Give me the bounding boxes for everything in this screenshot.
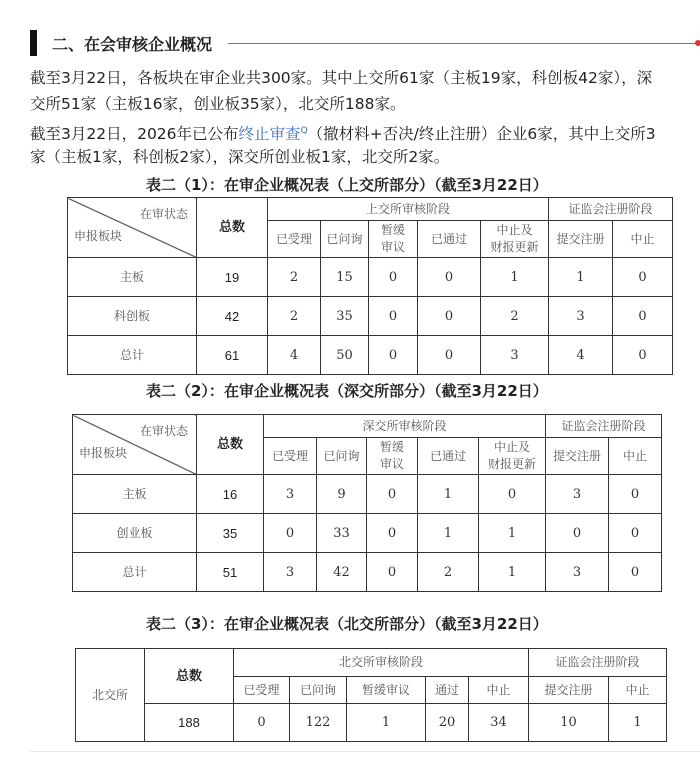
csrc-registration-stage-header: 证监会注册阶段 xyxy=(549,198,673,221)
total-cell: 16 xyxy=(197,475,264,514)
stage-header: 提交注册 xyxy=(549,221,613,258)
paragraph-1-line-2: 交所51家（主板16家，创业板35家），北交所188家。 xyxy=(30,95,406,113)
search-icon[interactable]: Q xyxy=(300,126,308,136)
value-cell: 1 xyxy=(549,258,613,297)
value-cell: 0 xyxy=(234,704,290,742)
value-cell: 0 xyxy=(546,514,609,553)
stage-header: 提交注册 xyxy=(529,677,609,704)
value-cell: 0 xyxy=(367,514,418,553)
table-row xyxy=(73,475,662,514)
table-row xyxy=(76,704,667,742)
value-cell: 1 xyxy=(479,553,546,592)
stage-header: 已问询 xyxy=(317,438,367,475)
stage-header: 已问询 xyxy=(321,221,369,258)
value-cell: 42 xyxy=(317,553,367,592)
value-cell: 0 xyxy=(609,514,662,553)
value-cell: 0 xyxy=(479,475,546,514)
stage-header: 中止 xyxy=(613,221,673,258)
stage-header: 暂缓 审议 xyxy=(367,438,418,475)
stage-header: 中止及 财报更新 xyxy=(479,438,546,475)
stage-header: 中止 xyxy=(469,677,529,704)
total-cell: 42 xyxy=(197,297,268,336)
value-cell: 1 xyxy=(418,475,479,514)
value-cell: 3 xyxy=(481,336,549,375)
csrc-registration-stage-header: 证监会注册阶段 xyxy=(529,649,667,677)
exchange-review-stage-header: 上交所审核阶段 xyxy=(268,198,549,221)
value-cell: 0 xyxy=(369,258,418,297)
value-cell: 3 xyxy=(264,475,317,514)
table-2-caption: 表二（2）：在审企业概况表（深交所部分）（截至3月22日） xyxy=(146,382,548,400)
total-cell: 19 xyxy=(197,258,268,297)
table-row xyxy=(73,514,662,553)
value-cell: 2 xyxy=(268,297,321,336)
table-3-caption: 表二（3）：在审企业概况表（北交所部分）（截至3月22日） xyxy=(146,615,548,633)
status-axis-label: 在审状态 xyxy=(139,424,188,438)
exchange-review-stage-header: 深交所审核阶段 xyxy=(264,415,546,438)
stage-header: 已受理 xyxy=(268,221,321,258)
value-cell: 50 xyxy=(321,336,369,375)
stage-header: 暂缓 审议 xyxy=(369,221,418,258)
value-cell: 0 xyxy=(367,553,418,592)
value-cell: 3 xyxy=(264,553,317,592)
total-cell: 51 xyxy=(197,553,264,592)
value-cell: 1 xyxy=(418,514,479,553)
section-divider xyxy=(228,43,700,44)
value-cell: 0 xyxy=(613,336,673,375)
bse-table xyxy=(75,648,667,742)
board-label: 主板 xyxy=(73,475,197,514)
value-cell: 0 xyxy=(609,475,662,514)
value-cell: 9 xyxy=(317,475,367,514)
termination-review-link[interactable]: 终止审查 xyxy=(238,125,301,144)
stage-header: 已问询 xyxy=(290,677,347,704)
bottom-divider xyxy=(30,751,700,752)
corner-header xyxy=(73,415,197,475)
value-cell: 3 xyxy=(546,475,609,514)
board-label: 创业板 xyxy=(73,514,197,553)
board-label: 科创板 xyxy=(68,297,197,336)
value-cell: 4 xyxy=(268,336,321,375)
value-cell: 10 xyxy=(529,704,609,742)
value-cell: 34 xyxy=(469,704,529,742)
table-row xyxy=(68,258,673,297)
value-cell: 0 xyxy=(367,475,418,514)
exchange-label: 北交所 xyxy=(76,649,145,742)
stage-header: 中止 xyxy=(609,677,667,704)
corner-header xyxy=(68,198,197,258)
section-marker xyxy=(30,30,37,56)
board-label: 总计 xyxy=(68,336,197,375)
value-cell: 33 xyxy=(317,514,367,553)
header-row-groups xyxy=(68,198,673,221)
stage-header: 已通过 xyxy=(418,438,479,475)
value-cell: 35 xyxy=(321,297,369,336)
total-header: 总数 xyxy=(145,649,234,704)
total-cell: 188 xyxy=(145,704,234,742)
table-row xyxy=(73,553,662,592)
table-row xyxy=(68,297,673,336)
board-label: 总计 xyxy=(73,553,197,592)
value-cell: 0 xyxy=(264,514,317,553)
value-cell: 122 xyxy=(290,704,347,742)
stage-header: 中止 xyxy=(609,438,662,475)
stage-header: 暂缓审议 xyxy=(347,677,426,704)
value-cell: 0 xyxy=(613,297,673,336)
total-cell: 61 xyxy=(197,336,268,375)
paragraph-2-line-1 xyxy=(30,118,700,147)
value-cell: 4 xyxy=(549,336,613,375)
value-cell: 0 xyxy=(418,258,481,297)
stage-header: 通过 xyxy=(426,677,469,704)
paragraph-2-prefix: 截至3月22日，2026年已公布 xyxy=(30,125,239,144)
section-divider-dot xyxy=(695,40,700,46)
table-row xyxy=(68,336,673,375)
value-cell: 2 xyxy=(268,258,321,297)
table-1-caption: 表二（1）：在审企业概况表（上交所部分）（截至3月22日） xyxy=(146,176,548,194)
value-cell: 20 xyxy=(426,704,469,742)
stage-header: 已通过 xyxy=(418,221,481,258)
value-cell: 0 xyxy=(418,336,481,375)
value-cell: 0 xyxy=(418,297,481,336)
value-cell: 3 xyxy=(546,553,609,592)
stage-header: 已受理 xyxy=(264,438,317,475)
value-cell: 1 xyxy=(479,514,546,553)
value-cell: 1 xyxy=(347,704,426,742)
stage-header: 提交注册 xyxy=(546,438,609,475)
value-cell: 3 xyxy=(549,297,613,336)
board-axis-label: 申报板块 xyxy=(74,229,123,243)
stage-header: 中止及 财报更新 xyxy=(481,221,549,258)
stage-header: 已受理 xyxy=(234,677,290,704)
header-row-groups xyxy=(76,649,667,677)
section-title: 二、在会审核企业概况 xyxy=(52,35,213,54)
csrc-registration-stage-header: 证监会注册阶段 xyxy=(546,415,662,438)
total-header: 总数 xyxy=(197,198,268,258)
value-cell: 0 xyxy=(369,336,418,375)
header-row-groups xyxy=(73,415,662,438)
value-cell: 0 xyxy=(613,258,673,297)
board-axis-label: 申报板块 xyxy=(79,446,128,460)
value-cell: 1 xyxy=(609,704,667,742)
total-header: 总数 xyxy=(197,415,264,475)
value-cell: 0 xyxy=(369,297,418,336)
paragraph-2-line-2: 家（主板1家，科创板2家），深交所创业板1家，北交所2家。 xyxy=(30,148,450,166)
szse-table xyxy=(72,414,662,592)
total-cell: 35 xyxy=(197,514,264,553)
value-cell: 0 xyxy=(609,553,662,592)
status-axis-label: 在审状态 xyxy=(139,207,188,221)
value-cell: 15 xyxy=(321,258,369,297)
board-label: 主板 xyxy=(68,258,197,297)
value-cell: 2 xyxy=(481,297,549,336)
exchange-review-stage-header: 北交所审核阶段 xyxy=(234,649,529,677)
value-cell: 2 xyxy=(418,553,479,592)
paragraph-1-line-1: 截至3月22日，各板块在审企业共300家。其中上交所61家（主板19家，科创板42家），深 xyxy=(30,69,653,87)
sse-table xyxy=(67,197,673,375)
paragraph-2-suffix: （撤材料+否决/终止注册）企业6家，其中上交所3 xyxy=(307,125,656,144)
value-cell: 1 xyxy=(481,258,549,297)
